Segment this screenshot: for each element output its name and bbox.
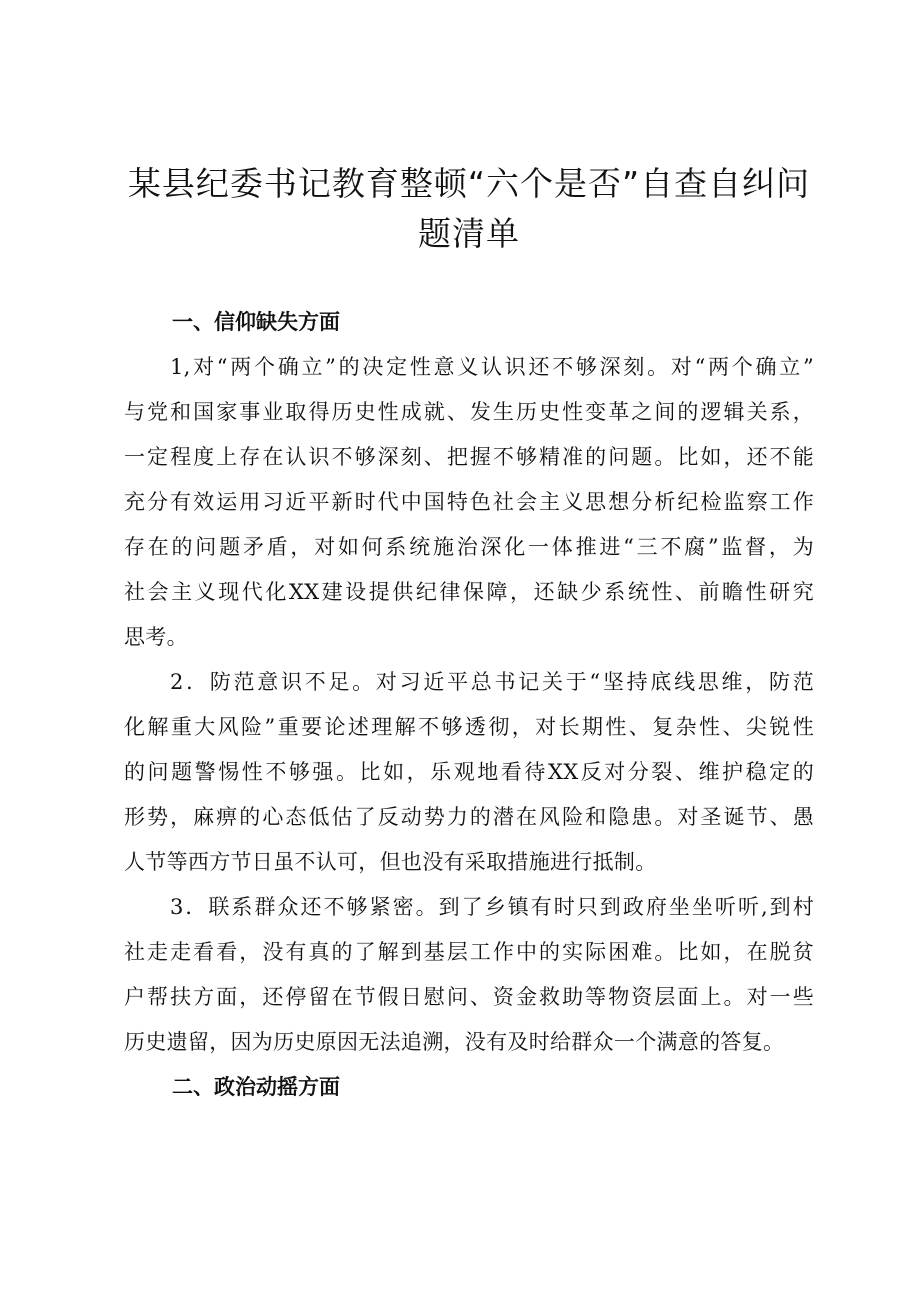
item-1-line-1: 1,对“两个确立”的决定性意义认识还不够深刻。对“两个确立” [170,355,814,379]
item-3-line-2: 社走走看看，没有真的了解到基层工作中的实际困难。比如，在脱贫 [124,940,814,964]
item-3-line-4: 历史遗留，因为历史原因无法追溯，没有及时给群众一个满意的答复。 [124,1030,785,1054]
item-2-line-4: 形势，麻痹的心态低估了反动势力的潜在风险和隐患。对圣诞节、愚 [124,805,814,829]
item-1-line-6: 社会主义现代化XX建设提供纪律保障，还缺少系统性、前瞻性研究 [124,580,814,604]
section-heading-1: 一、信仰缺失方面 [172,310,340,334]
item-3-line-3: 户帮扶方面，还停留在节假日慰问、资金救助等物资层面上。对一些 [124,985,814,1009]
item-2-line-5: 人节等西方节日虽不认可，但也没有采取措施进行抵制。 [124,850,657,874]
item-2-line-2: 化解重大风险”重要论述理解不够透彻，对长期性、复杂性、尖锐性 [124,715,814,739]
section-heading-2: 二、政治动摇方面 [172,1075,340,1099]
document-title-line-1: 某县纪委书记教育整顿“六个是否”自查自纠问 [127,164,811,203]
item-1-line-2: 与党和国家事业取得历史性成就、发生历史性变革之间的逻辑关系， [124,400,814,424]
item-1-line-3: 一定程度上存在认识不够深刻、把握不够精准的问题。比如，还不能 [124,445,814,469]
item-1-line-7: 思考。 [124,625,188,649]
document-title-line-2: 题清单 [418,214,520,253]
item-1-line-4: 充分有效运用习近平新时代中国特色社会主义思想分析纪检监察工作 [124,490,814,514]
item-1-line-5: 存在的问题矛盾，对如何系统施治深化一体推进“三不腐”监督，为 [124,535,814,559]
item-2-line-1: 2．防范意识不足。对习近平总书记关于“坚持底线思维，防范 [170,670,814,694]
item-2-line-3: 的问题警惕性不够强。比如，乐观地看待XX反对分裂、维护稳定的 [124,760,814,784]
item-3-line-1: 3．联系群众还不够紧密。到了乡镇有时只到政府坐坐听听,到村 [170,895,814,919]
